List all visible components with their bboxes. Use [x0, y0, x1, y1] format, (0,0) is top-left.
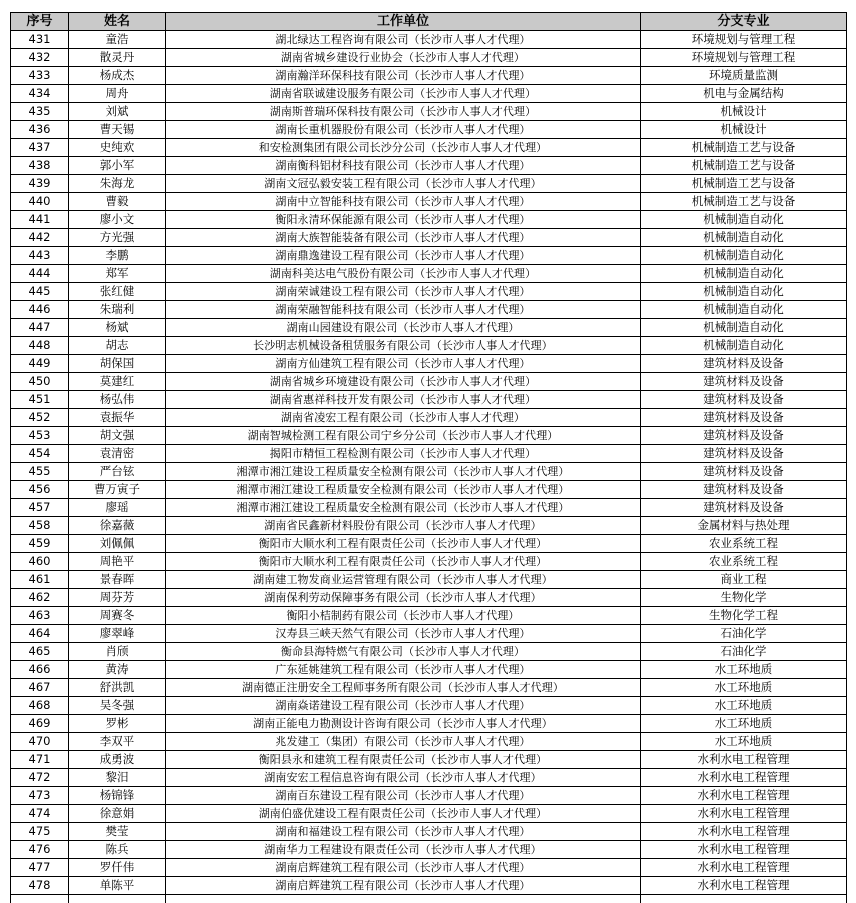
cell-name: 周舟 — [69, 85, 166, 103]
table-row — [11, 571, 847, 589]
cell-major: 水利水电工程管理 — [641, 823, 847, 841]
cell-name: 曹毅 — [69, 193, 166, 211]
cell-unit: 湖南百东建设工程有限公司（长沙市人事人才代理） — [166, 787, 641, 805]
cell-name: 黎汨 — [69, 769, 166, 787]
cell-major: 水利水电工程管理 — [641, 841, 847, 859]
cell-name: 杨弘伟 — [69, 391, 166, 409]
table-row — [11, 67, 847, 85]
cell-unit: 衡阳市大顺水利工程有限责任公司（长沙市人事人才代理） — [166, 553, 641, 571]
cell-no: 469 — [11, 715, 69, 733]
cell-name: 吴冬强 — [69, 697, 166, 715]
cell-no: 474 — [11, 805, 69, 823]
cell-unit: 湖南智城检测工程有限公司宁乡分公司（长沙市人事人才代理） — [166, 427, 641, 445]
cell-name: 罗彬 — [69, 715, 166, 733]
cell-major: 机械制造自动化 — [641, 337, 847, 355]
table-row — [11, 193, 847, 211]
cell-unit: 湘潭市湘江建设工程质量安全检测有限公司（长沙市人事人才代理） — [166, 499, 641, 517]
table-row — [11, 877, 847, 895]
cell-major: 机械制造工艺与设备 — [641, 157, 847, 175]
cell-name: 周艳平 — [69, 553, 166, 571]
cell-name: 胡保国 — [69, 355, 166, 373]
cell-name: 周赛冬 — [69, 607, 166, 625]
cell-no: 439 — [11, 175, 69, 193]
cell-major: 石油化学 — [641, 625, 847, 643]
table-header — [11, 13, 847, 31]
table-row — [11, 679, 847, 697]
cell-no: 472 — [11, 769, 69, 787]
table-row — [11, 643, 847, 661]
cell-no: 453 — [11, 427, 69, 445]
cell-major: 水利水电工程管理 — [641, 805, 847, 823]
cell-major: 建筑材料及设备 — [641, 373, 847, 391]
header-unit: 工作单位 — [166, 13, 641, 31]
table-row — [11, 337, 847, 355]
cell-no: 451 — [11, 391, 69, 409]
cell-major: 机械制造自动化 — [641, 247, 847, 265]
cell-major: 水工环地质 — [641, 733, 847, 751]
table-row — [11, 391, 847, 409]
cell-no: 435 — [11, 103, 69, 121]
cell-name: 李双平 — [69, 733, 166, 751]
table-row — [11, 139, 847, 157]
table-row — [11, 463, 847, 481]
table-row — [11, 49, 847, 67]
cell-no: 437 — [11, 139, 69, 157]
cell-unit: 湖南文冠弘毅安装工程有限公司（长沙市人事人才代理） — [166, 175, 641, 193]
cell-no: 441 — [11, 211, 69, 229]
cell-name: 单陈平 — [69, 877, 166, 895]
cell-name: 严台铉 — [69, 463, 166, 481]
cell-unit: 衡命县海特燃气有限公司（长沙市人事人才代理） — [166, 643, 641, 661]
cell-major: 建筑材料及设备 — [641, 445, 847, 463]
table-row — [11, 211, 847, 229]
cell-name: 刘斌 — [69, 103, 166, 121]
table-row — [11, 553, 847, 571]
cell-major: 机械制造自动化 — [641, 283, 847, 301]
cell-no: 444 — [11, 265, 69, 283]
table-row — [11, 805, 847, 823]
cell-no: 440 — [11, 193, 69, 211]
cell-unit: 衡阳永清环保能源有限公司（长沙市人事人才代理） — [166, 211, 641, 229]
cell-name: 刘佩佩 — [69, 535, 166, 553]
cell-unit: 湖南省惠祥科技开发有限公司（长沙市人事人才代理） — [166, 391, 641, 409]
cell-major: 生物化学 — [641, 589, 847, 607]
table-row — [11, 373, 847, 391]
cell-major: 机械制造自动化 — [641, 211, 847, 229]
cell-major: 建筑材料及设备 — [641, 409, 847, 427]
cell-name: 杨斌 — [69, 319, 166, 337]
table-row — [11, 481, 847, 499]
cell-name: 郑军 — [69, 265, 166, 283]
cell-name: 曹万寅子 — [69, 481, 166, 499]
cell-no: 465 — [11, 643, 69, 661]
cell-no: 463 — [11, 607, 69, 625]
cell-name: 舒洪凯 — [69, 679, 166, 697]
cell-name: 景春晖 — [69, 571, 166, 589]
cell-major: 石油化学 — [641, 643, 847, 661]
cell-no: 473 — [11, 787, 69, 805]
cell-unit: 湘潭市湘江建设工程质量安全检测有限公司（长沙市人事人才代理） — [166, 481, 641, 499]
cell-unit: 湖南荣诚建设工程有限公司（长沙市人事人才代理） — [166, 283, 641, 301]
cell-no: 455 — [11, 463, 69, 481]
cell-no: 449 — [11, 355, 69, 373]
cell-major: 水工环地质 — [641, 715, 847, 733]
table-row — [11, 427, 847, 445]
cell-no: 456 — [11, 481, 69, 499]
cell-unit: 和安检测集团有限公司长沙分公司（长沙市人事人才代理） — [166, 139, 641, 157]
cell-unit: 广东延姚建筑工程有限公司（长沙市人事人才代理） — [166, 661, 641, 679]
table-row — [11, 841, 847, 859]
cell-name: 童浩 — [69, 31, 166, 49]
cell-name: 曹天锡 — [69, 121, 166, 139]
table-row — [11, 175, 847, 193]
cell-unit: 湖南省凌宏工程有限公司（长沙市人事人才代理） — [166, 409, 641, 427]
cell-unit: 湖南建工物发商业运营管理有限公司（长沙市人事人才代理） — [166, 571, 641, 589]
table-row-cutoff — [11, 895, 847, 903]
table-row — [11, 229, 847, 247]
cell-major: 农业系统工程 — [641, 553, 847, 571]
cell-no: 459 — [11, 535, 69, 553]
cell-major: 机械制造自动化 — [641, 229, 847, 247]
cell-unit: 湖南安宏工程信息咨询有限公司（长沙市人事人才代理） — [166, 769, 641, 787]
cell-cutoff — [166, 895, 641, 903]
cell-no: 461 — [11, 571, 69, 589]
cell-no: 448 — [11, 337, 69, 355]
cell-name: 成勇波 — [69, 751, 166, 769]
table-row — [11, 31, 847, 49]
cell-name: 袁振华 — [69, 409, 166, 427]
cell-name: 廖瑶 — [69, 499, 166, 517]
cell-unit: 衡阳市大顺水利工程有限责任公司（长沙市人事人才代理） — [166, 535, 641, 553]
cell-name: 散灵丹 — [69, 49, 166, 67]
table-body — [11, 31, 847, 903]
cell-name: 徐嘉薇 — [69, 517, 166, 535]
cell-name: 杨锦锋 — [69, 787, 166, 805]
cell-name: 史纯欢 — [69, 139, 166, 157]
table-row — [11, 301, 847, 319]
cell-cutoff — [11, 895, 69, 903]
cell-unit: 湖南省民鑫新材料股份有限公司（长沙市人事人才代理） — [166, 517, 641, 535]
cell-no: 467 — [11, 679, 69, 697]
table-row — [11, 499, 847, 517]
cell-name: 肖颀 — [69, 643, 166, 661]
cell-unit: 湖南华力工程建设有限责任公司（长沙市人事人才代理） — [166, 841, 641, 859]
cell-major: 机械制造自动化 — [641, 301, 847, 319]
cell-major: 机械制造工艺与设备 — [641, 139, 847, 157]
table-row — [11, 517, 847, 535]
cell-major: 水利水电工程管理 — [641, 859, 847, 877]
table-row — [11, 265, 847, 283]
cell-unit: 湖南科美达电气股份有限公司（长沙市人事人才代理） — [166, 265, 641, 283]
cell-no: 462 — [11, 589, 69, 607]
cell-name: 方光强 — [69, 229, 166, 247]
cell-major: 水工环地质 — [641, 697, 847, 715]
cell-no: 443 — [11, 247, 69, 265]
cell-no: 460 — [11, 553, 69, 571]
cell-unit: 湖南荣融智能科技有限公司（长沙市人事人才代理） — [166, 301, 641, 319]
cell-major: 建筑材料及设备 — [641, 391, 847, 409]
cell-name: 胡文强 — [69, 427, 166, 445]
cell-cutoff — [641, 895, 847, 903]
header-no: 序号 — [11, 13, 69, 31]
cell-major: 建筑材料及设备 — [641, 355, 847, 373]
cell-name: 朱海龙 — [69, 175, 166, 193]
cell-unit: 衡阳县永和建筑工程有限责任公司（长沙市人事人才代理） — [166, 751, 641, 769]
cell-major: 建筑材料及设备 — [641, 463, 847, 481]
table-row — [11, 751, 847, 769]
cell-name: 李鹏 — [69, 247, 166, 265]
cell-major: 水利水电工程管理 — [641, 877, 847, 895]
cell-no: 468 — [11, 697, 69, 715]
table-row — [11, 319, 847, 337]
table-row — [11, 733, 847, 751]
cell-major: 机械设计 — [641, 121, 847, 139]
cell-no: 433 — [11, 67, 69, 85]
cell-unit: 湖南方仙建筑工程有限公司（长沙市人事人才代理） — [166, 355, 641, 373]
cell-no: 450 — [11, 373, 69, 391]
cell-unit: 兆发建工（集团）有限公司（长沙市人事人才代理） — [166, 733, 641, 751]
cell-name: 袁清密 — [69, 445, 166, 463]
table-row — [11, 157, 847, 175]
table-row — [11, 769, 847, 787]
cell-name: 莫建红 — [69, 373, 166, 391]
cell-unit: 湖南山园建设有限公司（长沙市人事人才代理） — [166, 319, 641, 337]
cell-no: 457 — [11, 499, 69, 517]
cell-unit: 湖南伯盛优建设工程有限责任公司（长沙市人事人才代理） — [166, 805, 641, 823]
cell-major: 农业系统工程 — [641, 535, 847, 553]
table-row — [11, 715, 847, 733]
header-name: 姓名 — [69, 13, 166, 31]
cell-no: 452 — [11, 409, 69, 427]
cell-no: 442 — [11, 229, 69, 247]
cell-unit: 湖南启辉建筑工程有限公司（长沙市人事人才代理） — [166, 877, 641, 895]
cell-major: 机械制造自动化 — [641, 319, 847, 337]
cell-major: 水工环地质 — [641, 679, 847, 697]
cell-unit: 湖北绿达工程咨询有限公司（长沙市人事人才代理） — [166, 31, 641, 49]
cell-unit: 湖南大族智能装备有限公司（长沙市人事人才代理） — [166, 229, 641, 247]
cell-name: 朱瑞利 — [69, 301, 166, 319]
cell-major: 机械设计 — [641, 103, 847, 121]
cell-unit: 湖南正能电力勘测设计咨询有限公司（长沙市人事人才代理） — [166, 715, 641, 733]
cell-no: 447 — [11, 319, 69, 337]
cell-no: 477 — [11, 859, 69, 877]
cell-name: 廖小文 — [69, 211, 166, 229]
cell-name: 黄涛 — [69, 661, 166, 679]
table-row — [11, 121, 847, 139]
cell-name: 郭小军 — [69, 157, 166, 175]
cell-no: 454 — [11, 445, 69, 463]
cell-unit: 湖南瀚洋环保科技有限公司（长沙市人事人才代理） — [166, 67, 641, 85]
cell-major: 水利水电工程管理 — [641, 769, 847, 787]
cell-unit: 湖南中立智能科技有限公司（长沙市人事人才代理） — [166, 193, 641, 211]
cell-major: 生物化学工程 — [641, 607, 847, 625]
table-row — [11, 661, 847, 679]
cell-major: 环境质量监测 — [641, 67, 847, 85]
cell-unit: 汉寿县三峡天然气有限公司（长沙市人事人才代理） — [166, 625, 641, 643]
cell-unit: 湖南衡科铝材科技有限公司（长沙市人事人才代理） — [166, 157, 641, 175]
cell-major: 机械制造工艺与设备 — [641, 193, 847, 211]
cell-no: 445 — [11, 283, 69, 301]
cell-name: 廖翠峰 — [69, 625, 166, 643]
cell-unit: 湖南斯普瑞环保科技有限公司（长沙市人事人才代理） — [166, 103, 641, 121]
cell-unit: 湖南省城乡环境建设有限公司（长沙市人事人才代理） — [166, 373, 641, 391]
table-row — [11, 589, 847, 607]
cell-name: 张红健 — [69, 283, 166, 301]
cell-no: 471 — [11, 751, 69, 769]
cell-major: 机电与金属结构 — [641, 85, 847, 103]
cell-unit: 湖南启辉建筑工程有限公司（长沙市人事人才代理） — [166, 859, 641, 877]
table-row — [11, 103, 847, 121]
table-row — [11, 697, 847, 715]
cell-major: 水工环地质 — [641, 661, 847, 679]
cell-name: 罗仟伟 — [69, 859, 166, 877]
cell-name: 徐意娟 — [69, 805, 166, 823]
cell-no: 464 — [11, 625, 69, 643]
cell-major: 环境规划与管理工程 — [641, 49, 847, 67]
cell-major: 环境规划与管理工程 — [641, 31, 847, 49]
cell-no: 475 — [11, 823, 69, 841]
cell-major: 商业工程 — [641, 571, 847, 589]
cell-no: 436 — [11, 121, 69, 139]
cell-unit: 湖南省联诚建设服务有限公司（长沙市人事人才代理） — [166, 85, 641, 103]
cell-no: 458 — [11, 517, 69, 535]
cell-name: 胡志 — [69, 337, 166, 355]
cell-no: 438 — [11, 157, 69, 175]
table-row — [11, 607, 847, 625]
cell-unit: 湖南和福建设工程有限公司（长沙市人事人才代理） — [166, 823, 641, 841]
cell-unit: 湖南保利劳动保障事务有限公司（长沙市人事人才代理） — [166, 589, 641, 607]
cell-major: 建筑材料及设备 — [641, 427, 847, 445]
cell-unit: 湖南德正注册安全工程师事务所有限公司（长沙市人事人才代理） — [166, 679, 641, 697]
table-row — [11, 247, 847, 265]
cell-no: 470 — [11, 733, 69, 751]
cell-cutoff — [69, 895, 166, 903]
cell-unit: 湘潭市湘江建设工程质量安全检测有限公司（长沙市人事人才代理） — [166, 463, 641, 481]
cell-no: 432 — [11, 49, 69, 67]
cell-unit: 湖南鼎逸建设工程有限公司（长沙市人事人才代理） — [166, 247, 641, 265]
table-row — [11, 535, 847, 553]
table-row — [11, 85, 847, 103]
cell-no: 476 — [11, 841, 69, 859]
cell-name: 陈兵 — [69, 841, 166, 859]
table-row — [11, 859, 847, 877]
cell-unit: 湖南焱诺建设工程有限公司（长沙市人事人才代理） — [166, 697, 641, 715]
cell-no: 434 — [11, 85, 69, 103]
table-row — [11, 409, 847, 427]
cell-major: 水利水电工程管理 — [641, 787, 847, 805]
roster-table — [10, 12, 847, 903]
cell-name: 周芬芳 — [69, 589, 166, 607]
table-row — [11, 823, 847, 841]
cell-no: 478 — [11, 877, 69, 895]
cell-major: 建筑材料及设备 — [641, 499, 847, 517]
cell-major: 水利水电工程管理 — [641, 751, 847, 769]
table-row — [11, 787, 847, 805]
header-major: 分支专业 — [641, 13, 847, 31]
table-row — [11, 283, 847, 301]
cell-unit: 衡阳小桔制药有限公司（长沙市人事人才代理） — [166, 607, 641, 625]
cell-major: 机械制造自动化 — [641, 265, 847, 283]
cell-no: 431 — [11, 31, 69, 49]
cell-major: 建筑材料及设备 — [641, 481, 847, 499]
cell-name: 杨成杰 — [69, 67, 166, 85]
cell-unit: 湖南省城乡建设行业协会（长沙市人事人才代理） — [166, 49, 641, 67]
table-row — [11, 355, 847, 373]
header-row — [11, 13, 847, 31]
cell-name: 樊莹 — [69, 823, 166, 841]
table-row — [11, 445, 847, 463]
cell-no: 446 — [11, 301, 69, 319]
cell-major: 金属材料与热处理 — [641, 517, 847, 535]
table-row — [11, 625, 847, 643]
cell-unit: 揭阳市精恒工程检测有限公司（长沙市人事人才代理） — [166, 445, 641, 463]
cell-major: 机械制造工艺与设备 — [641, 175, 847, 193]
cell-unit: 湖南长重机器股份有限公司（长沙市人事人才代理） — [166, 121, 641, 139]
cell-unit: 长沙明志机械设备租赁服务有限公司（长沙市人事人才代理） — [166, 337, 641, 355]
cell-no: 466 — [11, 661, 69, 679]
